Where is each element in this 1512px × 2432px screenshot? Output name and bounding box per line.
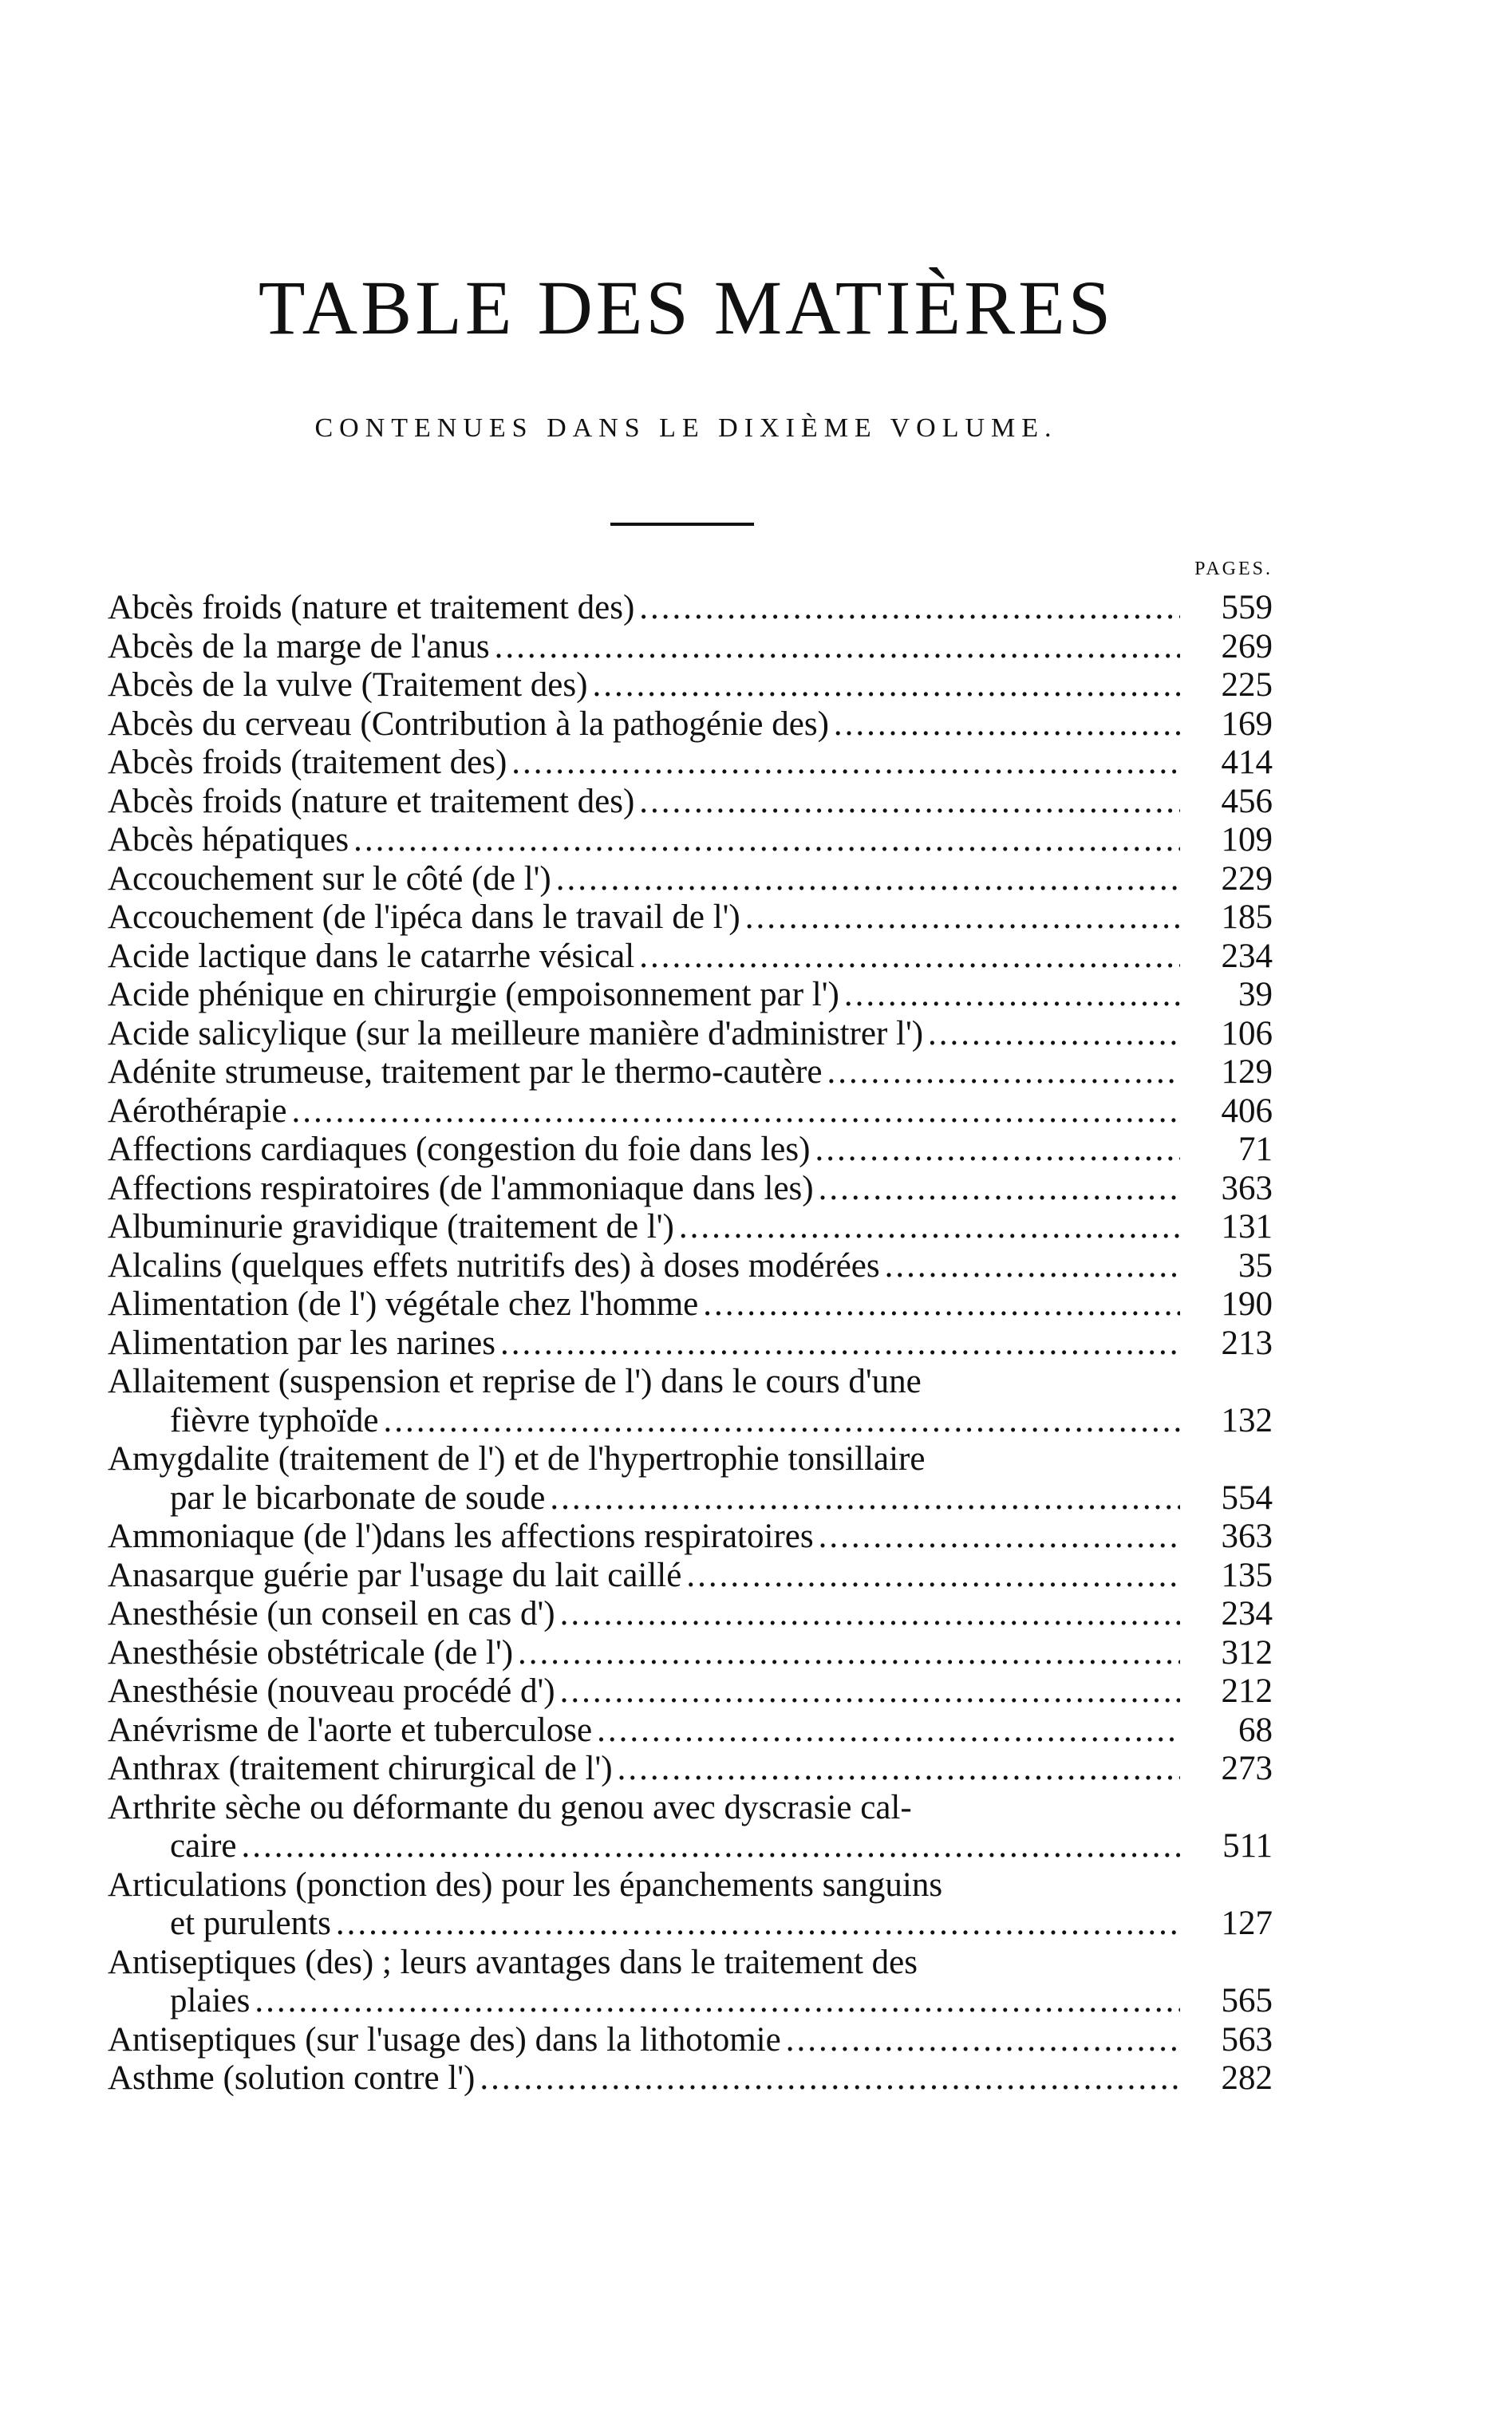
toc-entry [108, 1595, 1273, 1634]
toc-entry-text: Anthrax (traitement chirurgical de l') [108, 1750, 613, 1787]
toc-entry-line [108, 1595, 1273, 1634]
toc-entry-line [108, 1325, 1273, 1364]
toc-page-number: 127 [1221, 1905, 1273, 1942]
dot-leader [511, 744, 1180, 783]
toc-entry [108, 589, 1273, 628]
toc-entry-text: et purulents [170, 1905, 331, 1942]
toc-entry [108, 1247, 1273, 1286]
toc-entry-text: Acide phénique en chirurgie (empoisonnement par l') [108, 976, 839, 1013]
toc-entry [108, 938, 1273, 977]
toc-entry [108, 705, 1273, 744]
dot-leader [618, 1750, 1180, 1789]
dot-leader [242, 1827, 1180, 1866]
toc-entry-text: Articulations (ponction des) pour les épanchements sanguins [108, 1865, 943, 1904]
toc-page-number: 35 [1238, 1246, 1273, 1285]
toc-entry-text: Abcès hépatiques [108, 821, 349, 859]
toc-page-number: 234 [1221, 937, 1273, 975]
toc-entry-text: par le bicarbonate de soude [170, 1479, 546, 1517]
toc-entry [108, 1208, 1273, 1247]
dot-leader [556, 860, 1180, 899]
dot-leader [819, 1518, 1180, 1557]
toc-page-number: 563 [1221, 2020, 1273, 2059]
dot-leader [550, 1479, 1180, 1518]
dot-leader [639, 589, 1180, 628]
dot-leader [639, 938, 1180, 977]
toc-page-number: 225 [1221, 666, 1273, 704]
toc-entry-text: Abcès froids (nature et traitement des) [108, 782, 635, 820]
toc-entry [108, 860, 1273, 899]
toc-entry [108, 1363, 1273, 1440]
dot-leader [560, 1672, 1180, 1711]
dot-leader [745, 898, 1180, 938]
toc-page-number: 269 [1221, 627, 1273, 665]
toc-entry-text: Anesthésie (un conseil en cas d') [108, 1595, 555, 1633]
dot-leader [844, 976, 1180, 1015]
dot-leader [592, 666, 1180, 705]
toc-entry-line [108, 1944, 1273, 1983]
toc-page-number: 229 [1221, 859, 1273, 898]
toc-entry-line [108, 628, 1273, 667]
toc-entry [108, 1325, 1273, 1364]
toc-entry-text: Accouchement sur le côté (de l') [108, 859, 551, 898]
toc-entry [108, 1866, 1273, 1944]
dot-leader [336, 1905, 1180, 1944]
toc-entry [108, 744, 1273, 783]
toc-entry-text: Anesthésie obstétricale (de l') [108, 1633, 514, 1672]
toc-entry-text: Aérothérapie [108, 1092, 287, 1130]
toc-page-number: 190 [1221, 1285, 1273, 1323]
toc-page-number: 39 [1238, 976, 1273, 1013]
toc-page-number: 185 [1221, 898, 1273, 936]
toc-page-number: 565 [1221, 1982, 1273, 2019]
toc-entry-text: Antiseptiques (des) ; leurs avantages dans le traitement des [108, 1943, 918, 1981]
dot-leader [786, 2021, 1180, 2060]
toc-entry-line [108, 1131, 1273, 1170]
toc-entry-text: Arthrite sèche ou déformante du genou avec dyscrasie cal- [108, 1788, 912, 1826]
toc-page-number: 282 [1221, 2059, 1273, 2097]
toc-page-number: 135 [1221, 1556, 1273, 1594]
toc-entry-text: Abcès froids (traitement des) [108, 744, 507, 781]
toc-entry-line [108, 1053, 1273, 1092]
toc-entry [108, 2021, 1273, 2060]
dot-leader [815, 1131, 1180, 1170]
dot-leader [834, 705, 1180, 744]
toc-entry-text: plaies [170, 1982, 251, 2019]
dot-leader [597, 1711, 1180, 1751]
toc-page-number: 363 [1221, 1518, 1273, 1555]
toc-entry-line [108, 589, 1273, 628]
toc-entry-line [108, 976, 1273, 1015]
toc-entry-line [108, 1015, 1273, 1054]
dot-leader [255, 1982, 1180, 2021]
toc-entry-line [108, 1866, 1273, 1905]
toc-entry [108, 821, 1273, 860]
toc-entry-text: Asthme (solution contre l') [108, 2059, 476, 2097]
toc-page-number: 511 [1222, 1827, 1273, 1865]
toc-page-number: 312 [1221, 1633, 1273, 1672]
toc-entry-line [108, 666, 1273, 705]
toc-page-number: 212 [1221, 1672, 1273, 1710]
dot-leader [703, 1285, 1180, 1325]
toc-page-number: 131 [1221, 1208, 1273, 1246]
toc-entry-text: Alcalins (quelques effets nutritifs des) à doses modérées [108, 1246, 880, 1285]
toc-entry-text: Adénite strumeuse, traitement par le thermo-cautère [108, 1053, 823, 1091]
dot-leader [819, 1170, 1180, 1209]
toc-entry-line [108, 1208, 1273, 1247]
dot-leader [353, 821, 1180, 860]
toc-entry-line [108, 2059, 1273, 2098]
toc-entry [108, 1053, 1273, 1092]
toc-entry [108, 1557, 1273, 1596]
toc-entry-line [108, 1634, 1273, 1673]
toc-entry-line [108, 1402, 1273, 1441]
dot-leader [560, 1595, 1180, 1634]
toc-page-number: 132 [1221, 1401, 1273, 1439]
toc-entry [108, 1672, 1273, 1711]
dot-leader [384, 1402, 1181, 1441]
toc-entry-text: Albuminurie gravidique (traitement de l') [108, 1208, 674, 1246]
dot-leader [500, 1325, 1180, 1364]
toc-entry-text: Abcès de la marge de l'anus [108, 627, 490, 665]
toc-page-number: 71 [1238, 1131, 1273, 1168]
toc-page-number: 414 [1221, 744, 1273, 781]
page-subtitle: CONTENUES DANS LE DIXIÈME VOLUME. [314, 413, 1058, 443]
toc-entry-text: Affections respiratoires (de l'ammoniaque dans les) [108, 1169, 814, 1207]
toc-page-number: 68 [1238, 1711, 1273, 1749]
toc-entry-text: Alimentation (de l') végétale chez l'homme [108, 1285, 699, 1323]
toc-entry-line [108, 1905, 1273, 1944]
toc-entry-line [108, 938, 1273, 977]
toc-entry-text: Acide salicylique (sur la meilleure manière d'administrer l') [108, 1014, 924, 1052]
toc-entry-text: Amygdalite (traitement de l') et de l'hypertrophie tonsillaire [108, 1440, 926, 1478]
toc-entry [108, 1518, 1273, 1557]
dot-leader [885, 1247, 1180, 1286]
toc-entry-line [108, 1170, 1273, 1209]
toc-entry-text: Abcès de la vulve (Traitement des) [108, 666, 588, 704]
toc-entry-line [108, 1247, 1273, 1286]
table-of-contents [108, 589, 1273, 2098]
toc-entry-line [108, 898, 1273, 938]
toc-entry-line [108, 1518, 1273, 1557]
toc-entry-line [108, 2021, 1273, 2060]
toc-page-number: 234 [1221, 1595, 1273, 1633]
toc-entry [108, 1944, 1273, 2021]
toc-entry-text: Anasarque guérie par l'usage du lait caillé [108, 1556, 682, 1594]
toc-page-number: 559 [1221, 589, 1273, 626]
dot-leader [827, 1053, 1180, 1092]
dot-leader [291, 1092, 1180, 1131]
toc-entry-line [108, 783, 1273, 822]
toc-page-number: 213 [1221, 1324, 1273, 1362]
toc-entry [108, 1092, 1273, 1131]
toc-entry-line [108, 1285, 1273, 1325]
toc-entry-line [108, 1092, 1273, 1131]
toc-entry [108, 1285, 1273, 1325]
toc-entry-text: Abcès du cerveau (Contribution à la pathogénie des) [108, 705, 829, 743]
toc-entry [108, 1789, 1273, 1866]
toc-entry-line [108, 1440, 1273, 1479]
toc-entry [108, 666, 1273, 705]
toc-page-number: 109 [1221, 821, 1273, 859]
toc-entry-text: Affections cardiaques (congestion du foie dans les) [108, 1131, 811, 1168]
toc-entry [108, 783, 1273, 822]
pages-column-header: PAGES. [1194, 559, 1273, 579]
toc-entry-line [108, 1479, 1273, 1518]
toc-entry [108, 628, 1273, 667]
toc-entry-line [108, 1711, 1273, 1751]
dot-leader [928, 1015, 1180, 1054]
dot-leader [686, 1557, 1180, 1596]
toc-page-number: 129 [1221, 1053, 1273, 1091]
toc-entry-line [108, 1363, 1273, 1402]
toc-entry-text: Anesthésie (nouveau procédé d') [108, 1672, 555, 1710]
dot-leader [518, 1634, 1180, 1673]
toc-page-number: 406 [1221, 1092, 1273, 1130]
toc-entry-text: Alimentation par les narines [108, 1324, 495, 1362]
toc-entry [108, 1170, 1273, 1209]
toc-entry-line [108, 1672, 1273, 1711]
toc-entry [108, 1711, 1273, 1751]
toc-entry-line [108, 860, 1273, 899]
toc-entry-line [108, 1982, 1273, 2021]
toc-entry [108, 1015, 1273, 1054]
toc-entry-text: caire [170, 1827, 237, 1865]
toc-page-number: 273 [1221, 1750, 1273, 1787]
toc-page-number: 106 [1221, 1014, 1273, 1052]
toc-page-number: 169 [1221, 705, 1273, 743]
toc-entry-line [108, 1750, 1273, 1789]
dot-leader [679, 1208, 1180, 1247]
toc-page-number: 363 [1221, 1169, 1273, 1207]
toc-entry [108, 898, 1273, 938]
toc-entry-text: Acide lactique dans le catarrhe vésical [108, 937, 635, 975]
toc-entry-text: Accouchement (de l'ipéca dans le travail de l') [108, 898, 740, 936]
toc-entry [108, 1634, 1273, 1673]
toc-entry-text: fièvre typhoïde [170, 1401, 379, 1439]
toc-entry-text: Anévrisme de l'aorte et tuberculose [108, 1711, 593, 1749]
title-rule [610, 523, 754, 526]
page-title: TABLE DES MATIÈRES [258, 265, 1115, 350]
toc-entry-line [108, 821, 1273, 860]
toc-page-number: 456 [1221, 782, 1273, 820]
toc-page-number: 554 [1221, 1479, 1273, 1517]
toc-entry [108, 1131, 1273, 1170]
toc-entry-line [108, 705, 1273, 744]
toc-entry-text: Ammoniaque (de l')dans les affections respiratoires [108, 1518, 814, 1555]
toc-entry-line [108, 1557, 1273, 1596]
toc-entry [108, 2059, 1273, 2098]
toc-entry-text: Allaitement (suspension et reprise de l') dans le cours d'une [108, 1363, 922, 1400]
toc-entry-line [108, 1827, 1273, 1866]
dot-leader [495, 628, 1180, 667]
dot-leader [639, 783, 1180, 822]
dot-leader [480, 2059, 1180, 2098]
toc-entry [108, 1750, 1273, 1789]
toc-entry-text: Abcès froids (nature et traitement des) [108, 589, 635, 626]
toc-entry [108, 976, 1273, 1015]
toc-entry-line [108, 1789, 1273, 1828]
toc-entry-line [108, 744, 1273, 783]
toc-entry-text: Antiseptiques (sur l'usage des) dans la lithotomie [108, 2020, 781, 2059]
toc-entry [108, 1440, 1273, 1518]
